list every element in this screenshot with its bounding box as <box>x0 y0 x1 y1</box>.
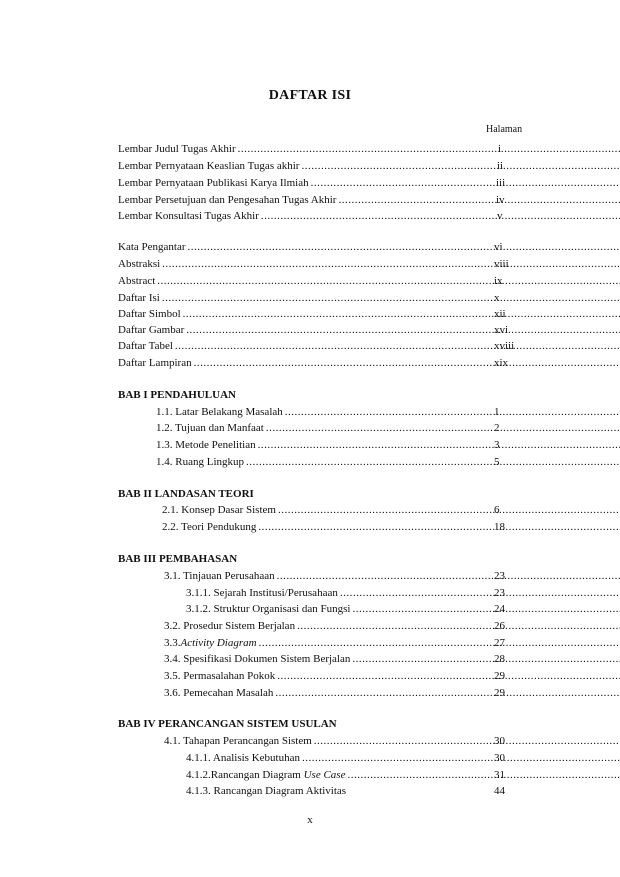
page-title: DAFTAR ISI <box>268 88 352 103</box>
toc-entry <box>118 176 620 190</box>
dot-leader <box>311 176 620 190</box>
toc-entry-page: 24 <box>494 603 505 615</box>
dot-leader <box>266 421 620 435</box>
toc-entry-label: 3.1.1. Sejarah Institusi/Perusahaan <box>186 587 338 599</box>
dot-leader <box>157 274 620 288</box>
toc-entry-page: viii <box>494 258 509 270</box>
toc-entry-page: i <box>498 143 502 155</box>
toc-entry-label: Daftar Isi <box>118 292 160 304</box>
toc-entry-page: 29 <box>494 670 505 682</box>
toc-entry-label: 1.2. Tujuan dan Manfaat <box>156 422 264 434</box>
toc-entry-italic: Activity Diagram <box>180 637 257 649</box>
dot-leader <box>258 438 620 452</box>
toc-entry-page: iii <box>496 177 506 189</box>
toc-entry-page: vi <box>494 241 503 253</box>
dot-leader <box>162 257 620 271</box>
dot-leader <box>183 307 620 321</box>
toc-entry-page: 27 <box>494 637 505 649</box>
chapter-heading: BAB I PENDAHULUAN <box>118 389 236 401</box>
toc-entry-label: 4.1.3. Rancangan Diagram Aktivitas <box>186 785 347 797</box>
toc-entry-page: xii <box>494 308 506 320</box>
toc-entry-label: 3.2. Prosedur Sistem Berjalan <box>164 620 296 632</box>
chapter-heading: BAB IV PERANCANGAN SISTEM USULAN <box>118 718 337 730</box>
dot-leader <box>301 159 620 173</box>
dot-leader <box>186 323 620 337</box>
dot-leader <box>175 339 620 353</box>
dot-leader <box>347 768 620 782</box>
toc-entry <box>118 323 620 337</box>
toc-entry <box>118 356 620 370</box>
toc-entry <box>164 636 620 650</box>
toc-entry-page: 23 <box>494 587 505 599</box>
toc-entry-label: Lembar Persetujuan dan Pengesahan Tugas Akhir <box>118 194 337 206</box>
toc-entry-label: 3.4. Spesifikasi Dokumen Sistem Berjalan <box>164 653 351 665</box>
dot-leader <box>285 405 620 419</box>
toc-entry-page: 44 <box>494 785 505 797</box>
dot-leader <box>188 240 620 254</box>
toc-entry <box>118 307 620 321</box>
toc-entry <box>186 768 620 782</box>
toc-entry <box>162 520 620 534</box>
toc-entry <box>156 438 620 452</box>
toc-entry-page: 5 <box>494 456 500 468</box>
dot-leader <box>258 520 620 534</box>
toc-entry <box>118 193 620 207</box>
toc-entry-page: 31 <box>494 769 505 781</box>
toc-entry-page: 30 <box>494 735 505 747</box>
toc-entry-label: 2.2. Teori Pendukung <box>162 521 257 533</box>
toc-entry-label: 2.1. Konsep Dasar Sistem <box>162 504 276 516</box>
dot-leader <box>278 503 620 517</box>
toc-entry <box>156 405 620 419</box>
toc-entry-label: 4.1. Tahapan Perancangan Sistem <box>164 735 312 747</box>
page-number: x <box>307 814 313 826</box>
halaman-label: Halaman <box>486 124 523 135</box>
toc-entry-page: 23 <box>494 570 505 582</box>
dot-leader <box>302 751 620 765</box>
toc-entry-label: Kata Pengantar <box>118 241 186 253</box>
chapter-heading: BAB III PEMBAHASAN <box>118 553 238 565</box>
dot-leader <box>340 586 620 600</box>
dot-leader <box>277 669 620 683</box>
dot-leader <box>277 569 620 583</box>
toc-entry-label: 1.4. Ruang Lingkup <box>156 456 244 468</box>
toc-entry-label: 4.1.1. Analisis Kebutuhan <box>186 752 300 764</box>
toc-entry <box>118 274 620 288</box>
dot-leader <box>352 652 620 666</box>
toc-entry-page: 18 <box>494 521 505 533</box>
toc-entry-label: 1.1. Latar Belakang Masalah <box>156 406 283 418</box>
toc-entry-label: Lembar Konsultasi Tugas Akhir <box>118 210 259 222</box>
toc-entry-page: xvi <box>494 324 509 336</box>
toc-entry-page: iv <box>496 194 505 206</box>
toc-entry-label: Daftar Lampiran <box>118 357 192 369</box>
toc-entry-page: 6 <box>494 504 500 516</box>
dot-leader <box>353 602 620 616</box>
toc-entry-prefix: 4.1.2.Rancangan Diagram <box>186 769 304 781</box>
toc-entry-page: x <box>494 292 500 304</box>
dot-leader <box>238 142 620 156</box>
toc-entry <box>164 686 620 700</box>
toc-entry-page: xix <box>494 357 509 369</box>
toc-entry <box>118 209 620 223</box>
toc-entry <box>164 569 620 583</box>
toc-entry-page: v <box>497 210 503 222</box>
toc-entry-label: 3.5. Permasalahan Pokok <box>164 670 276 682</box>
toc-entry-label: Abstract <box>118 275 156 287</box>
dot-leader <box>338 193 620 207</box>
dot-leader <box>314 734 620 748</box>
toc-entry-label: 3.1.2. Struktur Organisasi dan Fungsi <box>186 603 351 615</box>
toc-entry <box>118 291 620 305</box>
dot-leader <box>297 619 620 633</box>
toc-entry-page: 30 <box>494 752 505 764</box>
toc-entry <box>162 503 620 517</box>
toc-entry <box>118 159 620 173</box>
dot-leader <box>259 636 620 650</box>
toc-entry-label: Abstraksi <box>118 258 161 270</box>
toc-entry <box>186 784 505 798</box>
toc-entry-label: 1.3. Metode Penelitian <box>156 439 256 451</box>
toc-entry <box>186 586 620 600</box>
toc-entry <box>164 734 620 748</box>
toc-entry-page: 1 <box>494 406 500 418</box>
toc-entry-label: Lembar Pernyataan Keaslian Tugas akhir <box>118 160 300 172</box>
toc-entry-label: 3.1. Tinjauan Perusahaan <box>164 570 275 582</box>
toc-entry-label <box>186 768 345 782</box>
toc-entry-prefix: 3.3. <box>164 637 181 649</box>
dot-leader <box>261 209 620 223</box>
toc-entry <box>156 421 620 435</box>
toc-entry-label <box>164 636 257 650</box>
toc-entry <box>118 257 620 271</box>
toc-entry-page: 2 <box>494 422 500 434</box>
dot-leader <box>194 356 620 370</box>
toc-entry-label: Daftar Gambar <box>118 324 185 336</box>
toc-entry-label: 3.6. Pemecahan Masalah <box>164 687 274 699</box>
toc-entry <box>186 751 620 765</box>
toc-entry <box>118 339 620 353</box>
dot-leader <box>275 686 620 700</box>
dot-leader <box>246 455 620 469</box>
toc-entry-label: Lembar Pernyataan Publikasi Karya Ilmiah <box>118 177 309 189</box>
toc-entry-page: 29 <box>494 687 505 699</box>
dot-leader <box>162 291 620 305</box>
toc-entry <box>164 652 620 666</box>
toc-entry-page: ix <box>494 275 503 287</box>
toc-entry-label: Daftar Simbol <box>118 308 181 320</box>
toc-entry-label: Lembar Judul Tugas Akhir <box>118 143 236 155</box>
toc-entry-page: 26 <box>494 620 505 632</box>
toc-entry <box>118 240 620 254</box>
toc-entry <box>164 669 620 683</box>
toc-entry <box>156 455 620 469</box>
toc-entry-label: Daftar Tabel <box>118 340 173 352</box>
toc-entry-page: 28 <box>494 653 505 665</box>
toc-entry <box>164 619 620 633</box>
toc-entry-page: ii <box>497 160 504 172</box>
toc-entry-page: 3 <box>494 439 500 451</box>
toc-entry <box>186 602 620 616</box>
toc-entry <box>118 142 620 156</box>
toc-entry-italic: Use Case <box>303 769 346 781</box>
chapter-heading: BAB II LANDASAN TEORI <box>118 488 254 500</box>
toc-entry-page: xviii <box>494 340 515 352</box>
